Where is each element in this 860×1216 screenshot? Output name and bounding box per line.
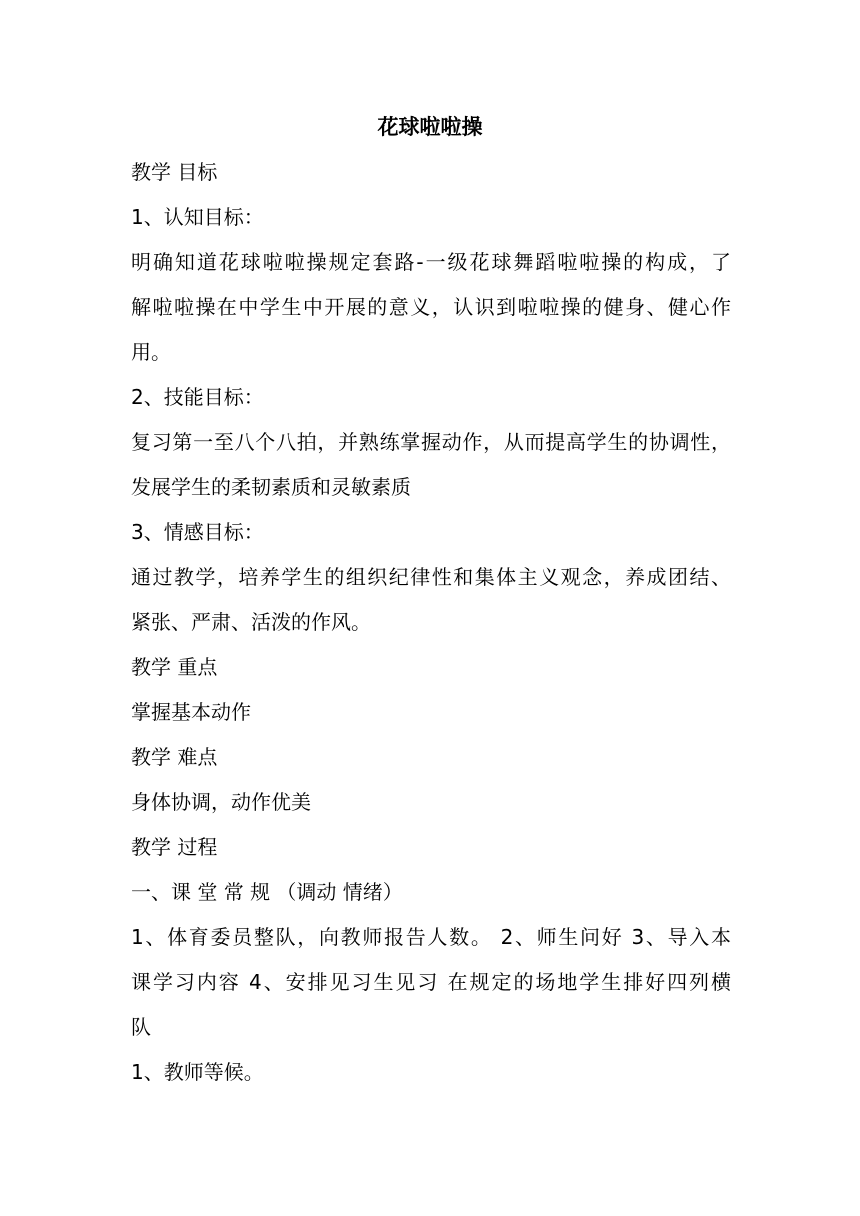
paragraph-line: 用。 [131, 340, 171, 364]
document-title: 花球啦啦操 [377, 115, 483, 139]
paragraph-line: 通过教学，培养学生的组织纪律性和集体主义观念，养成团结、 [131, 565, 731, 589]
subheading-skill-goal: 2、技能目标： [131, 385, 264, 409]
paragraph-line: 队 [131, 1015, 151, 1039]
paragraph-line: 发展学生的柔韧素质和灵敏素质 [131, 475, 411, 499]
section-heading-process: 教学 过程 [131, 835, 218, 859]
paragraph-line: 1、体育委员整队，向教师报告人数。 2、师生问好 3、导入本 [131, 925, 731, 949]
paragraph-line: 身体协调，动作优美 [131, 790, 311, 814]
paragraph-line: 明确知道花球啦啦操规定套路-一级花球舞蹈啦啦操的构成，了 [131, 250, 731, 274]
paragraph-line: 解啦啦操在中学生中开展的意义，认识到啦啦操的健身、健心作 [131, 295, 731, 319]
subheading-emotional-goal: 3、情感目标： [131, 520, 264, 544]
subheading-class-routine: 一、课 堂 常 规 （调动 情绪） [131, 880, 403, 904]
paragraph-line: 1、教师等候。 [131, 1060, 264, 1084]
section-heading-difficulties: 教学 难点 [131, 745, 218, 769]
section-heading-key-points: 教学 重点 [131, 655, 218, 679]
paragraph-line: 紧张、严肃、活泼的作风。 [131, 610, 371, 634]
section-heading-teaching-goals: 教学 目标 [131, 160, 218, 184]
subheading-cognitive-goal: 1、认知目标： [131, 205, 264, 229]
paragraph-line: 课学习内容 4、安排见习生见习 在规定的场地学生排好四列横 [131, 970, 731, 994]
paragraph-line: 复习第一至八个八拍，并熟练掌握动作，从而提高学生的协调性， [131, 430, 731, 454]
paragraph-line: 掌握基本动作 [131, 700, 251, 724]
